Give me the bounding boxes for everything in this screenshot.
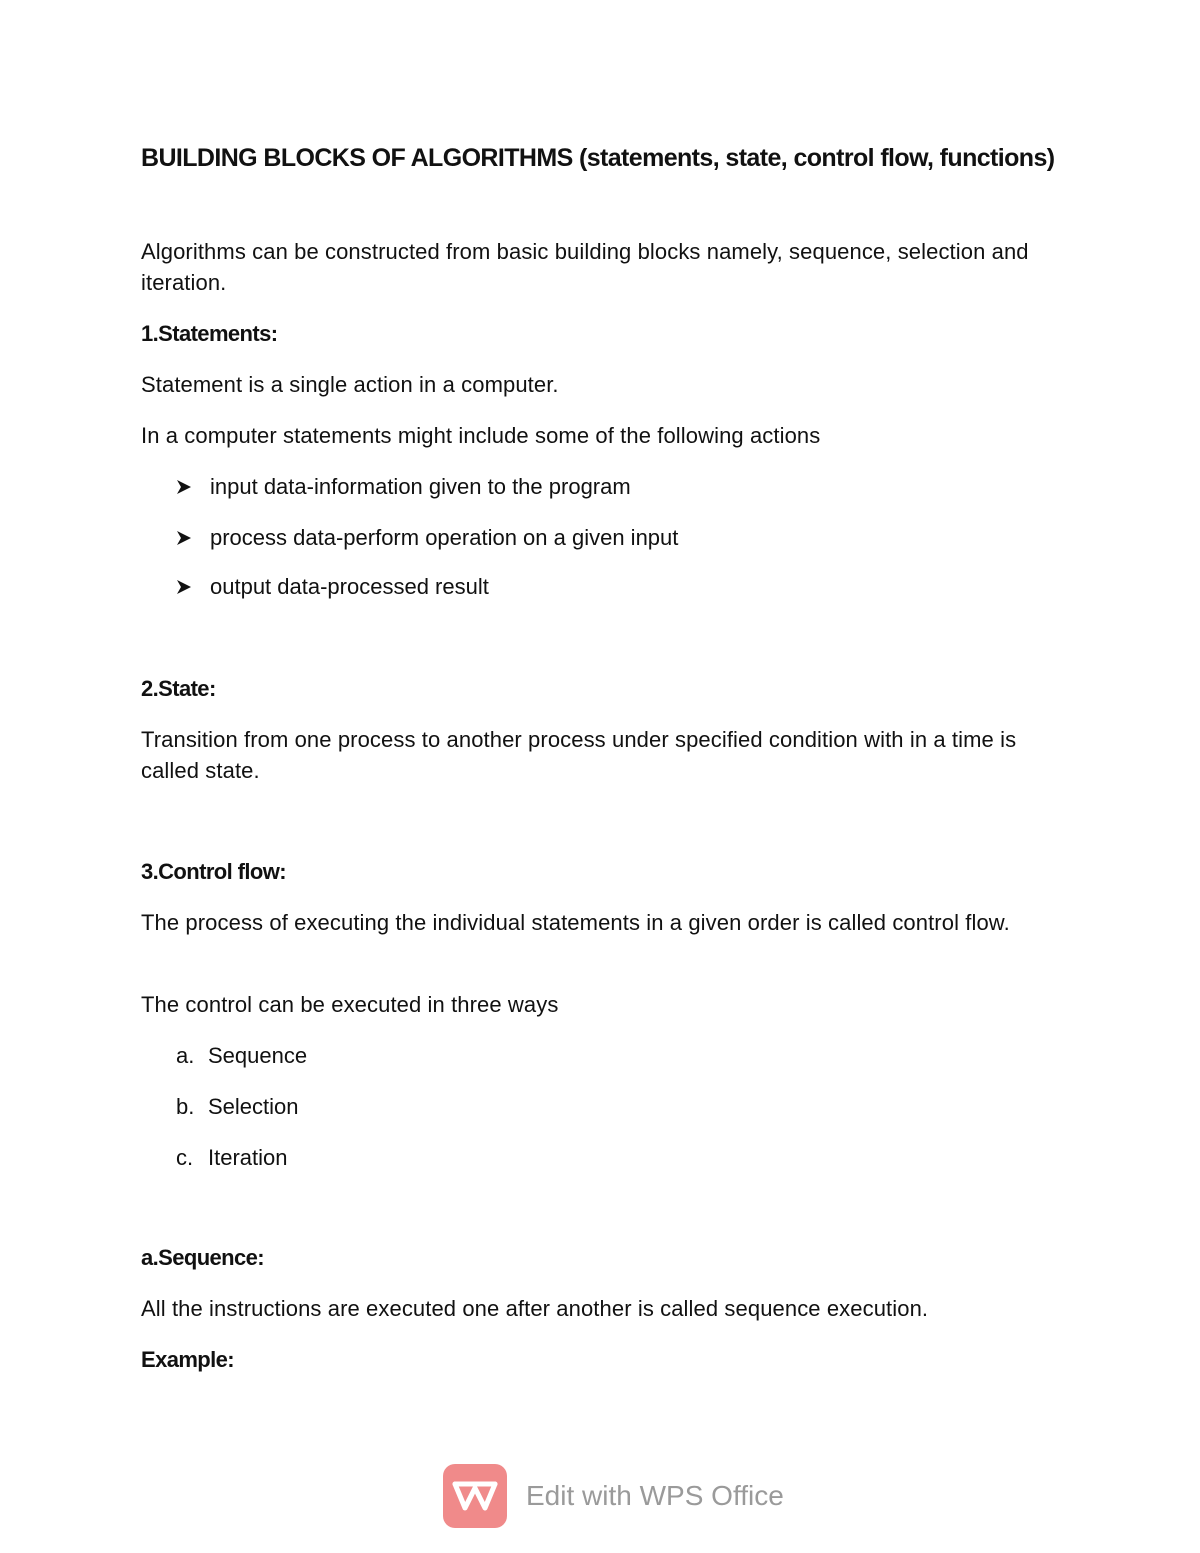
bullet-text: process data-perform operation on a given input [210,525,679,550]
edit-with-wps-link[interactable]: Edit with WPS Office [526,1480,784,1511]
sequence-heading: a.Sequence: [141,1245,265,1270]
document-title: BUILDING BLOCKS OF ALGORITHMS (statements, state, control flow, functions) [141,144,1055,172]
arrow-bullet-icon [176,472,192,488]
list-marker: c. [176,1145,194,1170]
state-heading: 2.State: [141,676,216,701]
wps-logo-icon[interactable] [443,1464,507,1528]
state-definition: Transition from one process to another process under specified condition with in a time is called state. [141,727,1017,783]
arrow-bullet-icon [176,523,192,539]
bullet-text: input data-information given to the program [210,474,631,499]
control-flow-definition: The process of executing the individual statements in a given order is called control flow. [141,910,1010,935]
statements-heading: 1.Statements: [141,321,278,346]
statements-lead: In a computer statements might include some of the following actions [141,423,821,448]
list-label: Selection [208,1094,299,1119]
control-flow-lead: The control can be executed in three ways [141,992,559,1017]
intro-paragraph: Algorithms can be constructed from basic building blocks namely, sequence, selection and iteration. [141,239,1029,295]
list-item [176,1142,288,1173]
list-label: Sequence [208,1043,308,1068]
list-item [176,571,489,602]
bullet-text: output data-processed result [210,574,489,599]
list-label: Iteration [208,1145,288,1170]
list-item [176,1040,307,1071]
example-heading: Example: [141,1347,235,1372]
list-item [176,1091,299,1122]
list-item [176,522,678,553]
list-marker: b. [176,1094,195,1119]
control-flow-heading: 3.Control flow: [141,859,286,884]
list-marker: a. [176,1043,195,1068]
statements-definition: Statement is a single action in a computer. [141,372,559,397]
sequence-definition: All the instructions are executed one after another is called sequence execution. [141,1296,929,1321]
arrow-bullet-icon [176,572,192,588]
list-item [176,471,631,502]
